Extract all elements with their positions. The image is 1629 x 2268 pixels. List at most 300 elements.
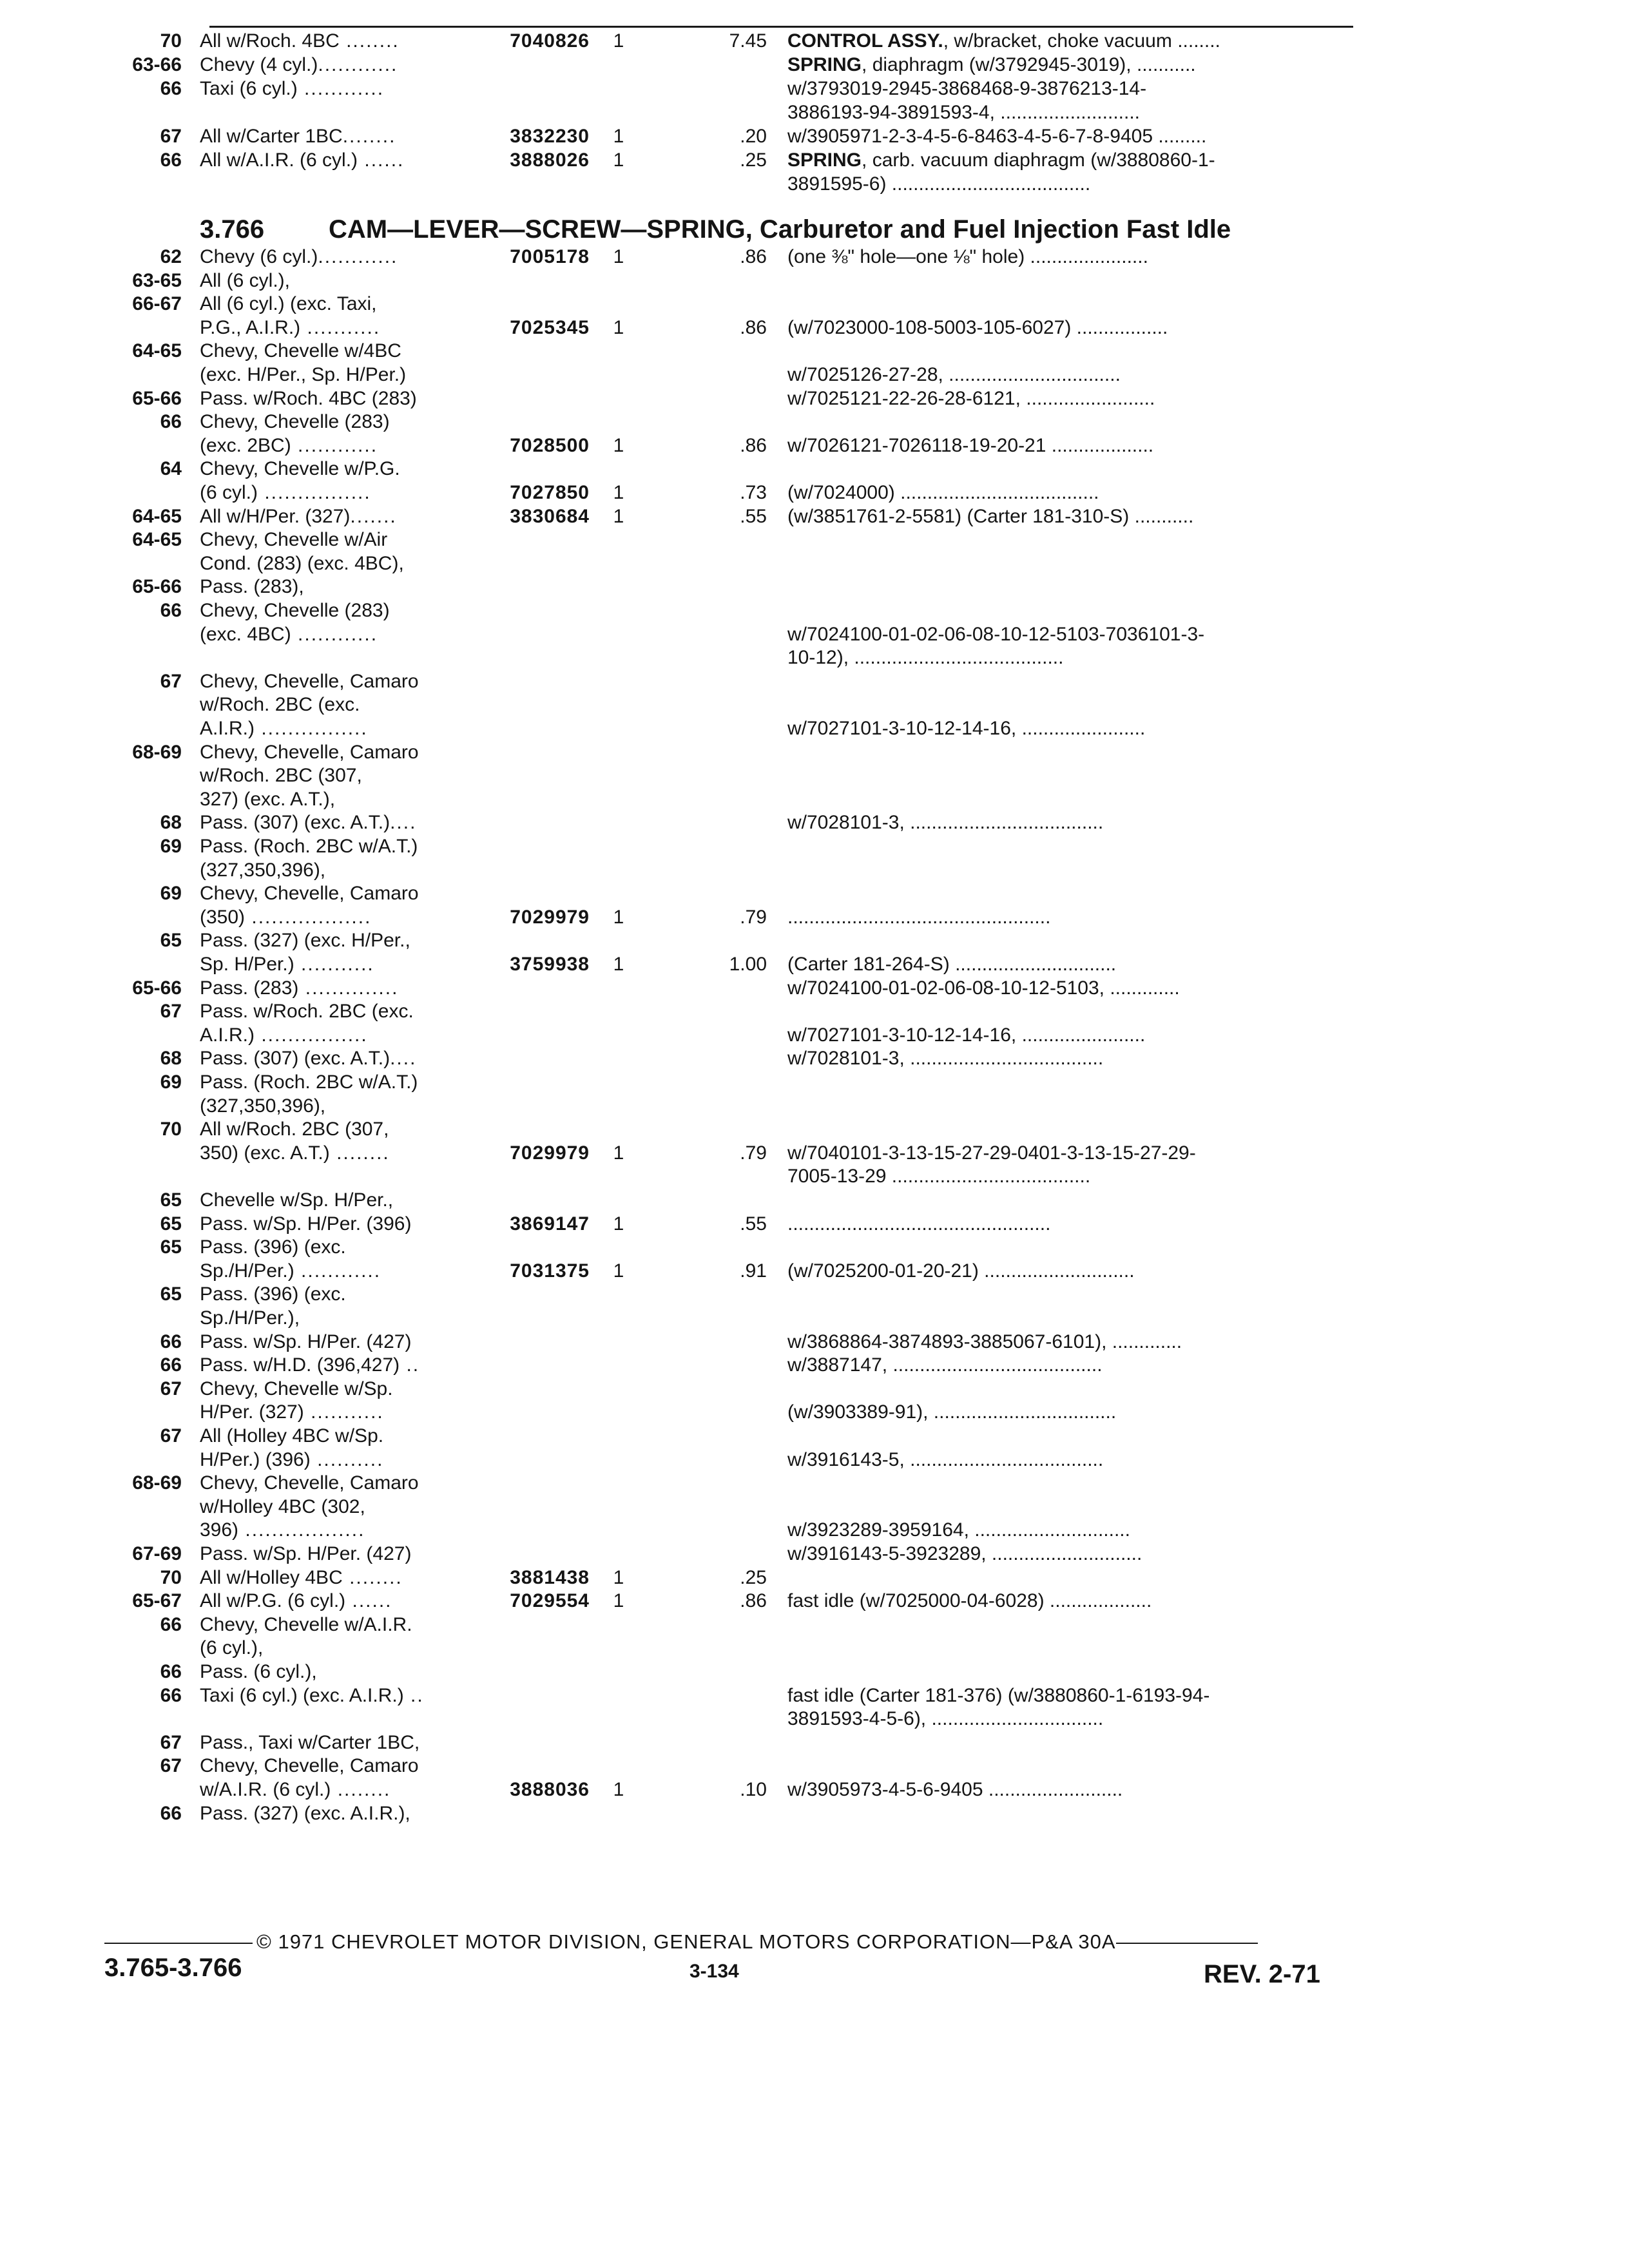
description-text: (w/3851761-2-5581) (Carter 181-310-S) ........... bbox=[787, 505, 1194, 527]
description-text: 7005-13-29 ..................................... bbox=[787, 1166, 1091, 1187]
model-years: 66 bbox=[160, 149, 182, 171]
description bbox=[787, 1023, 1145, 1048]
entry-row bbox=[0, 1778, 1629, 1802]
application bbox=[200, 928, 410, 953]
quantity: 1 bbox=[613, 126, 624, 147]
entry-row bbox=[0, 575, 1629, 599]
application bbox=[200, 1306, 300, 1331]
model-years: 67 bbox=[160, 1425, 182, 1446]
application-text: Pass. (307) (exc. A.T.) bbox=[200, 1048, 390, 1070]
entry-row bbox=[0, 976, 1629, 1001]
description bbox=[787, 1212, 1050, 1236]
leader-dots: ...... bbox=[345, 1590, 392, 1612]
application bbox=[200, 29, 400, 53]
entry-row bbox=[0, 1400, 1629, 1425]
leader-dots: ........... bbox=[294, 954, 374, 975]
application-text: Chevy, Chevelle, Camaro bbox=[200, 670, 419, 692]
application-text: Pass. (Roch. 2BC w/A.T.) bbox=[200, 1072, 418, 1093]
application bbox=[200, 1495, 365, 1519]
application-text: Sp. H/Per.) bbox=[200, 954, 294, 975]
application-text: Sp./H/Per.) bbox=[200, 1260, 294, 1282]
application bbox=[200, 575, 304, 599]
application-text: Pass. w/Roch. 4BC (283) bbox=[200, 387, 417, 409]
description bbox=[787, 1400, 1116, 1425]
application bbox=[200, 387, 417, 411]
description-text: (w/3903389-91), .................................. bbox=[787, 1401, 1117, 1423]
part-number: 7025345 bbox=[510, 316, 590, 338]
model-years: 65-67 bbox=[132, 1590, 182, 1612]
description-text: w/7025126-27-28, ................................ bbox=[787, 364, 1121, 385]
application-text: Pass. w/Sp. H/Per. (427) bbox=[200, 1331, 412, 1352]
entry-row bbox=[0, 505, 1629, 529]
leader-dots: ............ bbox=[294, 1260, 381, 1282]
entry-row bbox=[0, 1448, 1629, 1472]
leader-dots: ........ bbox=[339, 30, 400, 52]
application bbox=[200, 434, 378, 458]
description-text: , w/bracket, choke vacuum ........ bbox=[943, 30, 1220, 52]
entry-row bbox=[0, 1495, 1629, 1519]
application-text: All w/A.I.R. (6 cyl.) bbox=[200, 149, 358, 171]
quantity: 1 bbox=[613, 1142, 624, 1164]
application-text: Pass. (327) (exc. H/Per., bbox=[200, 930, 410, 952]
quantity: 1 bbox=[613, 1260, 624, 1282]
application bbox=[200, 1259, 381, 1283]
leader-dots: ........ bbox=[342, 1566, 403, 1588]
entry-row bbox=[0, 1164, 1629, 1189]
entry-row bbox=[0, 669, 1629, 694]
application bbox=[200, 1471, 419, 1495]
section-heading bbox=[200, 213, 1231, 246]
footer-revision: REV. 2-71 bbox=[1204, 1960, 1320, 1988]
description bbox=[787, 646, 1063, 670]
entry-row bbox=[0, 269, 1629, 293]
part-number: 3832230 bbox=[510, 126, 590, 147]
leader-dots: .. bbox=[403, 1684, 424, 1706]
leader-dots: ........ bbox=[329, 1142, 390, 1164]
entry-row bbox=[0, 316, 1629, 340]
application-text: Pass. w/Sp. H/Per. (427) bbox=[200, 1543, 412, 1564]
entry-row bbox=[0, 740, 1629, 765]
quantity: 1 bbox=[613, 149, 624, 171]
entry-row bbox=[0, 410, 1629, 434]
application bbox=[200, 952, 374, 977]
model-years: 65 bbox=[160, 1213, 182, 1235]
description bbox=[787, 622, 1204, 647]
application bbox=[200, 1117, 389, 1142]
application-text: Chevy, Chevelle, Camaro bbox=[200, 883, 419, 905]
part-number: 3888026 bbox=[510, 149, 590, 171]
entry-row bbox=[0, 457, 1629, 481]
price: .86 bbox=[740, 1590, 767, 1612]
model-years: 63-66 bbox=[132, 54, 182, 75]
model-years: 68 bbox=[160, 812, 182, 834]
model-years: 66 bbox=[160, 1661, 182, 1682]
application-text: Pass. (6 cyl.), bbox=[200, 1661, 317, 1682]
quantity: 1 bbox=[613, 1779, 624, 1800]
part-number: 7028500 bbox=[510, 434, 590, 456]
description-text: w/3916143-5-3923289, ............................ bbox=[787, 1543, 1142, 1564]
application-text: Cond. (283) (exc. 4BC), bbox=[200, 552, 404, 574]
application bbox=[200, 740, 419, 765]
description bbox=[787, 124, 1206, 149]
price: .25 bbox=[740, 1566, 767, 1588]
model-years: 68 bbox=[160, 1048, 182, 1070]
application-text: 396) bbox=[200, 1519, 239, 1541]
entry-row bbox=[0, 1684, 1629, 1708]
application bbox=[200, 1448, 383, 1472]
application bbox=[200, 1023, 368, 1048]
model-years: 69 bbox=[160, 836, 182, 857]
entry-row bbox=[0, 53, 1629, 77]
entry-row bbox=[0, 622, 1629, 647]
price: .73 bbox=[740, 482, 767, 503]
description-text: (w/7024000) ..................................... bbox=[787, 482, 1099, 503]
application bbox=[200, 1731, 419, 1755]
description-text: w/7024100-01-02-06-08-10-12-5103-7036101-3- bbox=[787, 623, 1205, 645]
part-number: 7040826 bbox=[510, 30, 590, 52]
application bbox=[200, 148, 404, 173]
footer-section-range: 3.765-3.766 bbox=[104, 1954, 242, 1982]
entry-row bbox=[0, 858, 1629, 883]
entry-row bbox=[0, 1707, 1629, 1731]
application-text: Taxi (6 cyl.) (exc. A.I.R.) bbox=[200, 1684, 404, 1706]
application bbox=[200, 1188, 393, 1213]
description-part-name: SPRING bbox=[787, 54, 862, 75]
description bbox=[787, 1707, 1103, 1731]
price: .86 bbox=[740, 246, 767, 267]
entry-row bbox=[0, 1023, 1629, 1048]
model-years: 65 bbox=[160, 1236, 182, 1258]
description bbox=[787, 976, 1180, 1001]
description-text: w/3868864-3874893-3885067-6101), ............. bbox=[787, 1331, 1182, 1352]
quantity: 1 bbox=[613, 246, 624, 267]
entry-row bbox=[0, 1094, 1629, 1119]
application-text: (6 cyl.) bbox=[200, 482, 258, 503]
description bbox=[787, 148, 1215, 173]
application-text: Pass., Taxi w/Carter 1BC, bbox=[200, 1731, 420, 1753]
model-years: 66 bbox=[160, 78, 182, 99]
application bbox=[200, 764, 362, 788]
footer-rule-right bbox=[1116, 1943, 1258, 1944]
part-number: 3888036 bbox=[510, 1779, 590, 1800]
application bbox=[200, 858, 325, 883]
application bbox=[200, 1070, 418, 1095]
application bbox=[200, 124, 396, 149]
entry-row bbox=[0, 481, 1629, 505]
application-text: Chevy (6 cyl.) bbox=[200, 246, 318, 267]
leader-dots: ........... bbox=[304, 1401, 384, 1423]
application bbox=[200, 269, 290, 293]
description bbox=[787, 1542, 1142, 1566]
quantity: 1 bbox=[613, 954, 624, 975]
model-years: 64-65 bbox=[132, 340, 182, 362]
application-text: P.G., A.I.R.) bbox=[200, 316, 301, 338]
model-years: 62 bbox=[160, 246, 182, 267]
price: 1.00 bbox=[729, 954, 767, 975]
leader-dots: ............ bbox=[291, 623, 378, 645]
description bbox=[787, 905, 1050, 930]
model-years: 67 bbox=[160, 670, 182, 692]
part-number: 7005178 bbox=[510, 246, 590, 267]
entry-row bbox=[0, 1636, 1629, 1660]
application-text: Pass. (327) (exc. A.I.R.), bbox=[200, 1802, 410, 1824]
entry-row bbox=[0, 245, 1629, 269]
description-text: ................................................. bbox=[787, 906, 1051, 928]
application-text: w/Holley 4BC (302, bbox=[200, 1495, 365, 1517]
model-years: 66 bbox=[160, 1613, 182, 1635]
entry-row bbox=[0, 1471, 1629, 1495]
entry-row bbox=[0, 552, 1629, 576]
model-years: 67 bbox=[160, 1731, 182, 1753]
entry-row bbox=[0, 1259, 1629, 1283]
entry-row bbox=[0, 1424, 1629, 1448]
application bbox=[200, 528, 387, 552]
application-text: Chevy, Chevelle w/Air bbox=[200, 529, 388, 551]
description-text: 10-12), ....................................... bbox=[787, 647, 1064, 669]
entry-row bbox=[0, 1306, 1629, 1331]
description-text: w/7028101-3, .................................... bbox=[787, 1048, 1104, 1070]
copyright-text: © 1971 CHEVROLET MOTOR DIVISION, GENERAL MOTORS CORPORATION—P&A 30A bbox=[256, 1930, 1116, 1953]
entry-row bbox=[0, 1518, 1629, 1542]
application bbox=[200, 53, 398, 77]
price: .79 bbox=[740, 906, 767, 928]
model-years: 66 bbox=[160, 411, 182, 433]
model-years: 66 bbox=[160, 1802, 182, 1824]
description bbox=[787, 1518, 1130, 1542]
application-text: (exc. 2BC) bbox=[200, 434, 291, 456]
description-text: w/7026121-7026118-19-20-21 ................... bbox=[787, 434, 1154, 456]
application bbox=[200, 1660, 317, 1684]
application-text: Chevy, Chevelle, Camaro bbox=[200, 1472, 419, 1494]
application bbox=[200, 1094, 325, 1119]
description-text: fast idle (w/7025000-04-6028) ................... bbox=[787, 1590, 1152, 1612]
entry-row bbox=[0, 1330, 1629, 1354]
description bbox=[787, 1778, 1123, 1802]
entry-row bbox=[0, 928, 1629, 953]
description bbox=[787, 1684, 1210, 1708]
description-text: (Carter 181-264-S) .............................. bbox=[787, 954, 1117, 975]
application bbox=[200, 834, 418, 859]
model-years: 65-66 bbox=[132, 387, 182, 409]
application bbox=[200, 1353, 419, 1378]
entry-row bbox=[0, 1282, 1629, 1307]
application-text: Pass. (283) bbox=[200, 977, 299, 999]
application-text: w/Roch. 2BC (307, bbox=[200, 765, 362, 787]
leader-dots: ........ bbox=[342, 126, 396, 147]
model-years: 63-65 bbox=[132, 269, 182, 291]
entry-row bbox=[0, 1212, 1629, 1236]
application bbox=[200, 716, 368, 741]
application-text: All w/Roch. 4BC bbox=[200, 30, 340, 52]
entry-row bbox=[0, 881, 1629, 906]
application bbox=[200, 245, 398, 269]
model-years: 67-69 bbox=[132, 1543, 182, 1564]
application bbox=[200, 410, 390, 434]
model-years: 69 bbox=[160, 883, 182, 905]
description bbox=[787, 1164, 1090, 1189]
description-text: w/3887147, ....................................... bbox=[787, 1354, 1103, 1376]
model-years: 64-65 bbox=[132, 529, 182, 551]
description bbox=[787, 29, 1220, 53]
quantity: 1 bbox=[613, 1213, 624, 1235]
part-number: 3881438 bbox=[510, 1566, 590, 1588]
entry-row bbox=[0, 764, 1629, 788]
model-years: 66 bbox=[160, 1354, 182, 1376]
leader-dots: ............ bbox=[318, 246, 398, 267]
entry-row bbox=[0, 1566, 1629, 1590]
description-text: (w/7023000-108-5003-105-6027) ................. bbox=[787, 316, 1168, 338]
price: 7.45 bbox=[729, 30, 767, 52]
model-years: 67 bbox=[160, 1378, 182, 1399]
application-text: Pass. (283), bbox=[200, 576, 304, 598]
part-number: 3869147 bbox=[510, 1213, 590, 1235]
entry-row bbox=[0, 77, 1629, 101]
description bbox=[787, 363, 1121, 387]
model-years: 67 bbox=[160, 1001, 182, 1023]
part-number: 3830684 bbox=[510, 505, 590, 527]
price: .20 bbox=[740, 126, 767, 147]
quantity: 1 bbox=[613, 482, 624, 503]
price: .86 bbox=[740, 434, 767, 456]
application bbox=[200, 1235, 346, 1260]
leader-dots: ........ bbox=[331, 1779, 391, 1800]
description-text: 3891595-6) ..................................... bbox=[787, 173, 1091, 195]
description bbox=[787, 53, 1196, 77]
description bbox=[787, 1353, 1103, 1378]
quantity: 1 bbox=[613, 1566, 624, 1588]
model-years: 64 bbox=[160, 458, 182, 480]
part-number: 7027850 bbox=[510, 482, 590, 503]
description-text: w/3793019-2945-3868468-9-3876213-14- bbox=[787, 78, 1147, 99]
entry-row bbox=[0, 172, 1629, 197]
application bbox=[200, 1566, 403, 1590]
application-text: Chevy, Chevelle w/4BC bbox=[200, 340, 401, 362]
leader-dots: ................ bbox=[255, 718, 368, 739]
description bbox=[787, 434, 1153, 458]
copyright-line bbox=[104, 1928, 1329, 1956]
application-text: Chevy, Chevelle w/P.G. bbox=[200, 458, 400, 480]
part-number: 7029554 bbox=[510, 1590, 590, 1612]
application-text: (350) bbox=[200, 906, 246, 928]
application bbox=[200, 339, 401, 363]
application-text: (exc. H/Per., Sp. H/Per.) bbox=[200, 364, 407, 385]
application bbox=[200, 1754, 419, 1778]
entry-row bbox=[0, 29, 1629, 53]
leader-dots: .... bbox=[390, 812, 417, 834]
leader-dots: .... bbox=[390, 1048, 417, 1070]
price: .55 bbox=[740, 1213, 767, 1235]
footer-rule-left bbox=[104, 1943, 253, 1944]
model-years: 65 bbox=[160, 1189, 182, 1211]
entry-row bbox=[0, 1731, 1629, 1755]
entry-row bbox=[0, 434, 1629, 458]
entry-row bbox=[0, 1235, 1629, 1260]
description-text: w/7027101-3-10-12-14-16, ....................... bbox=[787, 718, 1146, 739]
entry-row bbox=[0, 1141, 1629, 1166]
application bbox=[200, 1141, 390, 1166]
application bbox=[200, 693, 360, 717]
entry-row bbox=[0, 834, 1629, 859]
description-text: w/3923289-3959164, ............................. bbox=[787, 1519, 1130, 1541]
application-text: Taxi (6 cyl.) bbox=[200, 78, 298, 99]
description-text: w/3905971-2-3-4-5-6-8463-4-5-6-7-8-9405 ......... bbox=[787, 126, 1207, 147]
quantity: 1 bbox=[613, 1590, 624, 1612]
description bbox=[787, 716, 1145, 741]
description bbox=[787, 1259, 1135, 1283]
application bbox=[200, 1518, 365, 1542]
leader-dots: .. bbox=[400, 1354, 420, 1376]
application-text: (exc. 4BC) bbox=[200, 623, 291, 645]
entry-row bbox=[0, 101, 1629, 125]
description bbox=[787, 172, 1090, 197]
entry-row bbox=[0, 1754, 1629, 1778]
application-text: Pass. w/H.D. (396,427) bbox=[200, 1354, 400, 1376]
entry-row bbox=[0, 1353, 1629, 1378]
model-years: 66-67 bbox=[132, 293, 182, 315]
part-number: 7029979 bbox=[510, 1142, 590, 1164]
entry-row bbox=[0, 646, 1629, 670]
application-text: Chevy, Chevelle, Camaro bbox=[200, 1755, 419, 1777]
application bbox=[200, 1330, 411, 1354]
description bbox=[787, 481, 1099, 505]
entry-row bbox=[0, 363, 1629, 387]
entry-row bbox=[0, 1589, 1629, 1613]
entry-row bbox=[0, 1377, 1629, 1401]
application-text: H/Per.) (396) bbox=[200, 1448, 311, 1470]
application-text: Sp./H/Per.), bbox=[200, 1307, 300, 1329]
model-years: 69 bbox=[160, 1072, 182, 1093]
leader-dots: ............ bbox=[297, 78, 385, 99]
application bbox=[200, 481, 371, 505]
description-text: , diaphragm (w/3792945-3019), ........... bbox=[862, 54, 1196, 75]
part-number: 3759938 bbox=[510, 954, 590, 975]
application-text: All w/H/Per. (327) bbox=[200, 505, 351, 527]
application bbox=[200, 1282, 346, 1307]
description bbox=[787, 1141, 1196, 1166]
description bbox=[787, 1589, 1152, 1613]
model-years: 64-65 bbox=[132, 505, 182, 527]
description bbox=[787, 387, 1155, 411]
entry-row bbox=[0, 952, 1629, 977]
entry-row bbox=[0, 693, 1629, 717]
model-years: 68-69 bbox=[132, 1472, 182, 1494]
quantity: 1 bbox=[613, 30, 624, 52]
application-text: All w/P.G. (6 cyl.) bbox=[200, 1590, 346, 1612]
application bbox=[200, 1212, 411, 1236]
application-text: Chevy, Chevelle w/A.I.R. bbox=[200, 1613, 412, 1635]
entry-row bbox=[0, 148, 1629, 173]
entry-row bbox=[0, 999, 1629, 1024]
application bbox=[200, 1684, 424, 1708]
application bbox=[200, 457, 400, 481]
description-text: w/7040101-3-13-15-27-29-0401-3-13-15-27-29- bbox=[787, 1142, 1196, 1164]
model-years: 66 bbox=[160, 1331, 182, 1352]
application bbox=[200, 905, 371, 930]
application-text: Chevelle w/Sp. H/Per., bbox=[200, 1189, 394, 1211]
application-text: 327) (exc. A.T.), bbox=[200, 788, 336, 810]
application-text: Pass. (396) (exc. bbox=[200, 1283, 346, 1305]
price: .25 bbox=[740, 149, 767, 171]
description-text: w/3916143-5, .................................... bbox=[787, 1448, 1104, 1470]
section-title: CAM—LEVER—SCREW—SPRING, Carburetor and Fuel Injection Fast Idle bbox=[329, 215, 1231, 244]
application-text: All (6 cyl.) (exc. Taxi, bbox=[200, 293, 377, 315]
leader-dots: .......... bbox=[310, 1448, 384, 1470]
part-number: 7029979 bbox=[510, 906, 590, 928]
section-number: 3.766 bbox=[200, 215, 265, 244]
top-rule bbox=[209, 26, 1353, 28]
leader-dots: ............ bbox=[318, 54, 398, 75]
entry-row bbox=[0, 811, 1629, 835]
